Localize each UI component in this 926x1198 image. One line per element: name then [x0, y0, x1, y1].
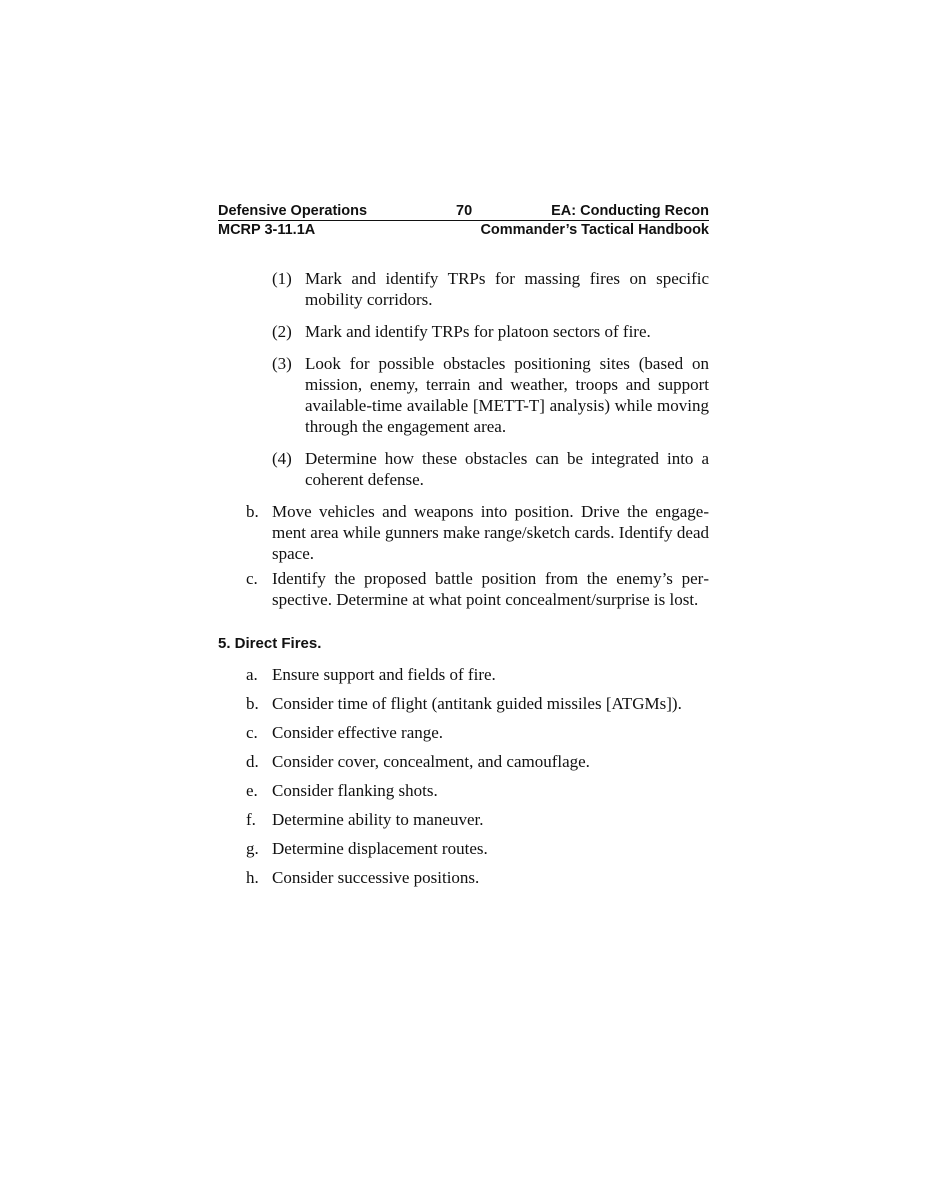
list-item-text: Consider time of flight (antitank guided missiles [ATGMs]).: [272, 694, 682, 713]
list-item-text: Consider cover, concealment, and camouflage.: [272, 752, 590, 771]
list-item: [218, 693, 709, 714]
list-item: [218, 664, 709, 685]
header-handbook-title: Commander’s Tactical Handbook: [480, 222, 709, 238]
list-item-text: Consider flanking shots.: [272, 781, 438, 800]
header-publication-number: MCRP 3-11.1A: [218, 222, 316, 238]
list-item: [218, 448, 709, 490]
running-header-bottom: [218, 221, 709, 239]
list-item-text: Move vehicles and weapons into position. Drive the engagement area while gunners make range/sketch cards. Identify dead space.: [272, 502, 709, 563]
list-marker: c.: [246, 569, 258, 588]
header-section-title: Defensive Operations: [218, 203, 368, 219]
list-item-text: Mark and identify TRPs for massing fires on specific mobility corridors.: [305, 269, 709, 309]
list-marker: f.: [246, 810, 256, 829]
list-item-text: Look for possible obstacles positioning sites (based on mission, enemy, terrain and weather, troops and support available-time available [METT-T] analysis) while moving through the engagement area.: [305, 354, 709, 436]
list-item: [218, 501, 709, 564]
document-body: [218, 268, 709, 888]
list-item: [218, 838, 709, 859]
list-item: [218, 321, 709, 342]
list-item: [218, 268, 709, 310]
list-marker: a.: [246, 665, 258, 684]
list-item: [218, 751, 709, 772]
list-marker: h.: [246, 868, 259, 887]
list-item: [218, 780, 709, 801]
list-item-text: Determine how these obstacles can be integrated into a coherent defense.: [305, 449, 709, 489]
running-header-top: [218, 202, 709, 221]
list-marker: g.: [246, 839, 259, 858]
document-page: [218, 202, 709, 888]
list-marker: c.: [246, 723, 258, 742]
list-item: [218, 568, 709, 610]
list-item-text: Determine displacement routes.: [272, 839, 488, 858]
list-item: [218, 353, 709, 437]
page-number: 70: [456, 203, 473, 219]
list-item-text: Identify the proposed battle position from the enemy’s perspective. Determine at what point concealment/surprise is lost.: [272, 569, 709, 609]
list-item: [218, 867, 709, 888]
section-heading: 5. Direct Fires.: [218, 635, 322, 652]
list-item-text: Mark and identify TRPs for platoon sectors of fire.: [305, 322, 651, 341]
list-marker: e.: [246, 781, 258, 800]
list-item-text: Ensure support and fields of fire.: [272, 665, 496, 684]
list-marker: b.: [246, 502, 259, 521]
list-item: [218, 722, 709, 743]
list-marker: d.: [246, 752, 259, 771]
list-item-text: Determine ability to maneuver.: [272, 810, 484, 829]
list-marker: (3): [272, 354, 292, 373]
list-marker: b.: [246, 694, 259, 713]
list-item: [218, 809, 709, 830]
header-chapter-title: EA: Conducting Recon: [551, 203, 709, 219]
list-marker: (2): [272, 322, 292, 341]
list-item-text: Consider effective range.: [272, 723, 444, 742]
list-marker: (1): [272, 269, 292, 288]
list-item-text: Consider successive positions.: [272, 868, 480, 887]
list-marker: (4): [272, 449, 292, 468]
